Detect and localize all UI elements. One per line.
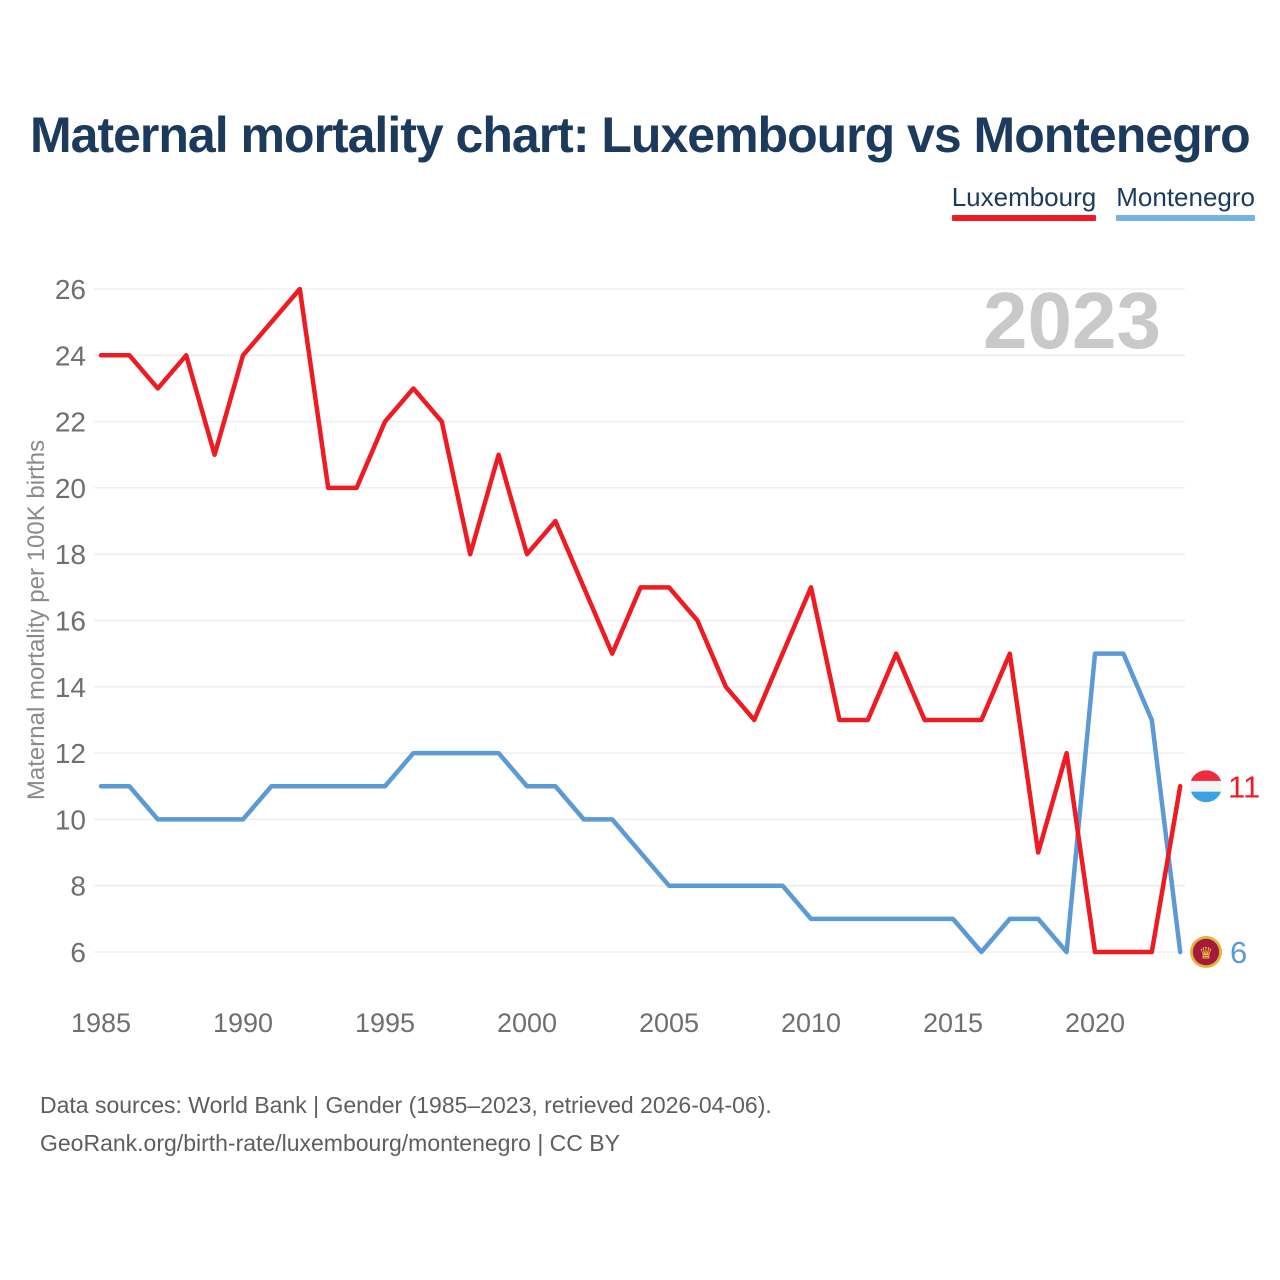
montenegro-end-value: 6 <box>1230 935 1248 970</box>
x-tick-label: 2010 <box>780 1008 842 1038</box>
legend-item-luxembourg[interactable] <box>952 182 1097 221</box>
y-tick-label: 6 <box>70 937 86 968</box>
footer-sources: Data sources: World Bank | Gender (1985–2023, retrieved 2026-04-06). <box>40 1092 772 1118</box>
x-tick-label: 2015 <box>922 1008 984 1038</box>
year-watermark: 2023 <box>983 276 1161 365</box>
y-tick-label: 12 <box>54 738 86 770</box>
legend-underline-montenegro <box>1116 215 1255 221</box>
x-tick-label: 2020 <box>1064 1008 1126 1038</box>
x-tick-label: 1995 <box>354 1008 416 1038</box>
y-tick-label: 16 <box>54 605 86 637</box>
y-tick-label: 10 <box>54 804 86 836</box>
y-tick-label: 26 <box>54 274 86 305</box>
legend-label-luxembourg: Luxembourg <box>951 182 1097 212</box>
y-tick-label: 8 <box>70 870 86 902</box>
x-tick-label: 2005 <box>638 1008 700 1038</box>
page-title: Maternal mortality chart: Luxembourg vs Montenegro <box>30 107 1250 163</box>
y-tick-label: 22 <box>54 406 86 438</box>
y-tick-label: 24 <box>54 340 86 372</box>
x-tick-label: 1990 <box>212 1008 274 1038</box>
luxembourg-flag-icon <box>1190 770 1222 802</box>
svg-text:♛: ♛ <box>1198 943 1214 963</box>
footer-attribution: GeoRank.org/birth-rate/luxembourg/montenegro | CC BY <box>40 1130 620 1156</box>
x-tick-label: 1985 <box>70 1008 132 1038</box>
footer <box>40 1086 772 1162</box>
line-chart <box>0 240 1280 1070</box>
y-axis-title: Maternal mortality per 100K births <box>23 439 50 801</box>
y-tick-label: 20 <box>54 472 86 504</box>
luxembourg-end-value: 11 <box>1228 769 1261 805</box>
x-tick-label: 2000 <box>496 1008 558 1038</box>
legend-item-montenegro[interactable] <box>1116 182 1255 221</box>
legend-label-montenegro: Montenegro <box>1116 182 1255 212</box>
y-tick-label: 18 <box>54 539 86 571</box>
montenegro-flag-icon <box>1190 936 1222 968</box>
y-tick-label: 14 <box>54 671 86 703</box>
legend <box>952 182 1255 221</box>
legend-underline-luxembourg <box>952 215 1097 221</box>
